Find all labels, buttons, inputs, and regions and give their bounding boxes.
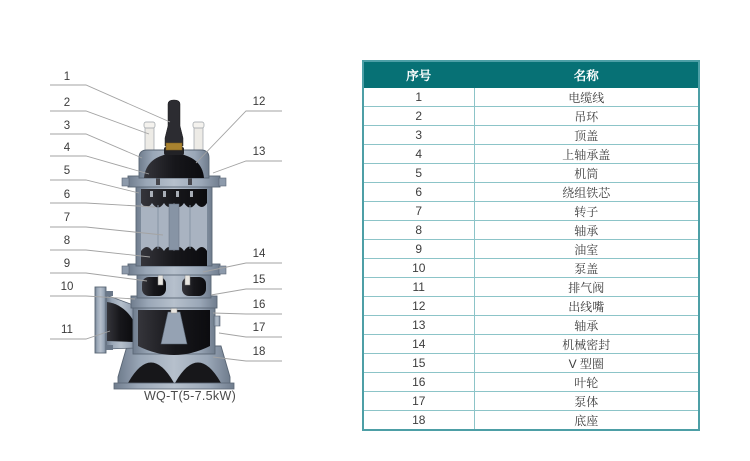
- row-name-cell: 轴承: [474, 316, 699, 335]
- row-number-cell: 3: [363, 126, 474, 145]
- row-name-cell: 上轴承盖: [474, 145, 699, 164]
- row-name-cell: 泵体: [474, 392, 699, 411]
- leader-line: [213, 161, 282, 173]
- callout-number: 2: [63, 97, 71, 109]
- row-name-cell: 泵盖: [474, 259, 699, 278]
- row-name-cell: 绕组铁芯: [474, 183, 699, 202]
- table-row: [363, 354, 699, 373]
- table-row: [363, 392, 699, 411]
- row-number-cell: 16: [363, 373, 474, 392]
- callout-number: 6: [63, 189, 71, 201]
- leader-line: [50, 250, 150, 257]
- row-number-cell: 11: [363, 278, 474, 297]
- parts-table: [362, 60, 700, 431]
- row-name-cell: V 型圈: [474, 354, 699, 373]
- row-number-cell: 5: [363, 164, 474, 183]
- callout-number: 14: [252, 248, 266, 260]
- callout-number: 11: [61, 324, 73, 336]
- callout-number: 8: [63, 235, 71, 247]
- row-number-cell: 2: [363, 107, 474, 126]
- row-name-cell: 轴承: [474, 221, 699, 240]
- table-row: [363, 164, 699, 183]
- row-name-cell: 底座: [474, 411, 699, 431]
- row-number-cell: 15: [363, 354, 474, 373]
- table-row: [363, 297, 699, 316]
- column-header-number: 序号: [363, 61, 474, 88]
- motor-casing: [136, 185, 212, 266]
- table-row: [363, 107, 699, 126]
- oil-chamber: [131, 274, 217, 308]
- row-number-cell: 12: [363, 297, 474, 316]
- callout-number: 7: [63, 212, 71, 224]
- row-name-cell: 吊环: [474, 107, 699, 126]
- row-name-cell: 叶轮: [474, 373, 699, 392]
- table-row: [363, 145, 699, 164]
- callout-number: 15: [252, 274, 266, 286]
- table-header-row: [363, 61, 699, 88]
- callout-number: 16: [252, 299, 266, 311]
- model-caption: WQ-T(5-7.5kW): [143, 389, 237, 403]
- callout-number: 9: [63, 258, 71, 270]
- row-number-cell: 7: [363, 202, 474, 221]
- row-number-cell: 4: [363, 145, 474, 164]
- table-row: [363, 373, 699, 392]
- callout-number: 12: [252, 96, 266, 108]
- top-cover: [139, 147, 209, 178]
- table-row: [363, 335, 699, 354]
- row-name-cell: 机筒: [474, 164, 699, 183]
- callout-number: 1: [63, 71, 71, 83]
- row-name-cell: 顶盖: [474, 126, 699, 145]
- row-number-cell: 18: [363, 411, 474, 431]
- row-number-cell: 6: [363, 183, 474, 202]
- callout-number: 4: [63, 142, 71, 154]
- row-number-cell: 9: [363, 240, 474, 259]
- row-name-cell: 油室: [474, 240, 699, 259]
- row-number-cell: 10: [363, 259, 474, 278]
- row-name-cell: 出线嘴: [474, 297, 699, 316]
- row-name-cell: 机械密封: [474, 335, 699, 354]
- row-number-cell: 14: [363, 335, 474, 354]
- row-name-cell: 转子: [474, 202, 699, 221]
- table-row: [363, 221, 699, 240]
- callout-number: 17: [252, 322, 266, 334]
- table-row: [363, 183, 699, 202]
- callout-number: 13: [252, 146, 266, 158]
- leader-line: [213, 313, 282, 314]
- callout-number: 5: [63, 165, 71, 177]
- table-row: [363, 259, 699, 278]
- row-number-cell: 13: [363, 316, 474, 335]
- leader-line: [211, 289, 282, 295]
- table-row: [363, 126, 699, 145]
- callout-number: 10: [60, 281, 74, 293]
- table-row: [363, 240, 699, 259]
- row-number-cell: 17: [363, 392, 474, 411]
- pump-body: [133, 303, 220, 355]
- table-row: [363, 278, 699, 297]
- table-row: [363, 88, 699, 107]
- callout-number: 3: [63, 120, 71, 132]
- leader-line: [50, 296, 135, 299]
- table-row: [363, 316, 699, 335]
- table-row: [363, 411, 699, 431]
- row-name-cell: 电缆线: [474, 88, 699, 107]
- power-cable: [165, 100, 183, 150]
- row-name-cell: 排气阀: [474, 278, 699, 297]
- row-number-cell: 1: [363, 88, 474, 107]
- table-row: [363, 202, 699, 221]
- row-number-cell: 8: [363, 221, 474, 240]
- column-header-name: 名称: [474, 61, 699, 88]
- callout-number: 18: [252, 346, 266, 358]
